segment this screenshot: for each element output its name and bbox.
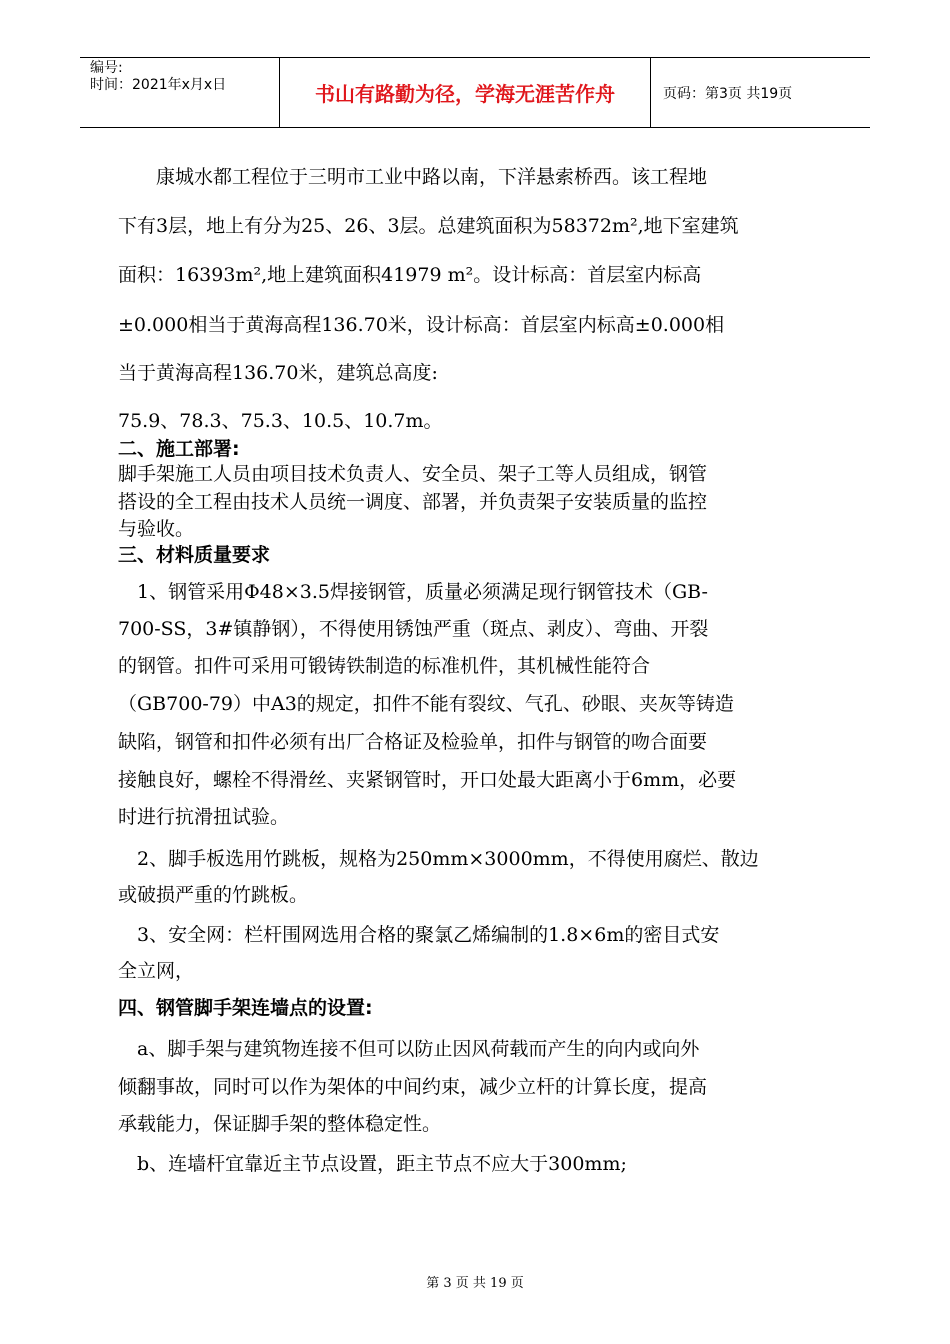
header-meta — [80, 58, 280, 127]
paragraph-line: 接触良好，螺栓不得滑丝、夹紧钢管时，开口处最大距离小于6mm，必要 — [118, 769, 737, 791]
header-motto: 书山有路勤为径，学海无涯苦作舟 — [280, 58, 651, 127]
page-header — [80, 57, 870, 128]
paragraph-line: 全立网， — [118, 960, 195, 982]
paragraph-line: 1、钢管采用Φ48×3.5焊接钢管，质量必须满足现行钢管技术（GB- — [118, 581, 708, 603]
paragraph-line: ±0.000相当于黄海高程136.70米，设计标高：首层室内标高±0.000相 — [118, 314, 725, 336]
paragraph-line: 承载能力，保证脚手架的整体稳定性。 — [118, 1113, 442, 1135]
paragraph-line: a、脚手架与建筑物连接不但可以防止因风荷载而产生的向内或向外 — [118, 1038, 700, 1060]
paragraph-line: 搭设的全工程由技术人员统一调度、部署，并负责架子安装质量的监控 — [118, 491, 708, 513]
page-footer: 第 3 页 共 19 页 — [426, 1276, 524, 1291]
paragraph-line: 缺陷，钢管和扣件必须有出厂合格证及检验单，扣件与钢管的吻合面要 — [118, 731, 708, 753]
document-time: 时间：2021年x月x日 — [90, 77, 227, 93]
paragraph-line: 与验收。 — [118, 518, 195, 540]
paragraph-line: 下有3层，地上有分为25、26、3层。总建筑面积为58372m²,地下室建筑 — [118, 215, 739, 237]
section-heading: 三、材料质量要求 — [118, 544, 271, 566]
paragraph-line: 3、安全网：栏杆围网选用合格的聚氯乙烯编制的1.8×6m的密目式安 — [118, 924, 720, 946]
section-heading: 二、施工部署: — [118, 438, 240, 460]
paragraph-line: 的钢管。扣件可采用可锻铸铁制造的标准机件，其机械性能符合 — [118, 655, 651, 677]
paragraph-line: 脚手架施工人员由项目技术负责人、安全员、架子工等人员组成，钢管 — [118, 463, 708, 485]
paragraph-line: （GB700-79）中A3的规定，扣件不能有裂纹、气孔、砂眼、夹灰等铸造 — [118, 693, 734, 715]
document-number-label: 编号: — [90, 60, 123, 76]
paragraph-line: 或破损严重的竹跳板。 — [118, 884, 309, 906]
paragraph-line: 时进行抗滑扭试验。 — [118, 806, 290, 828]
paragraph-line: 2、脚手板选用竹跳板，规格为250mm×3000mm，不得使用腐烂、散边 — [118, 848, 759, 870]
paragraph-line: 当于黄海高程136.70米，建筑总高度: — [118, 362, 438, 384]
paragraph-line: 75.9、78.3、75.3、10.5、10.7m。 — [118, 410, 443, 432]
header-page-info: 页码：第3页 共19页 — [663, 85, 793, 102]
paragraph-line: 倾翻事故，同时可以作为架体的中间约束，减少立杆的计算长度，提高 — [118, 1076, 708, 1098]
section-heading: 四、钢管脚手架连墙点的设置: — [118, 997, 373, 1019]
paragraph-line: 康城水都工程位于三明市工业中路以南，下洋悬索桥西。该工程地 — [118, 166, 708, 188]
paragraph-line: b、连墙杆宜靠近主节点设置，距主节点不应大于300mm; — [118, 1153, 627, 1175]
paragraph-line: 700-SS，3#镇静钢），不得使用锈蚀严重（斑点、剥皮）、弯曲、开裂 — [118, 618, 709, 640]
paragraph-line: 面积：16393m²,地上建筑面积41979 m²。设计标高：首层室内标高 — [118, 264, 702, 286]
